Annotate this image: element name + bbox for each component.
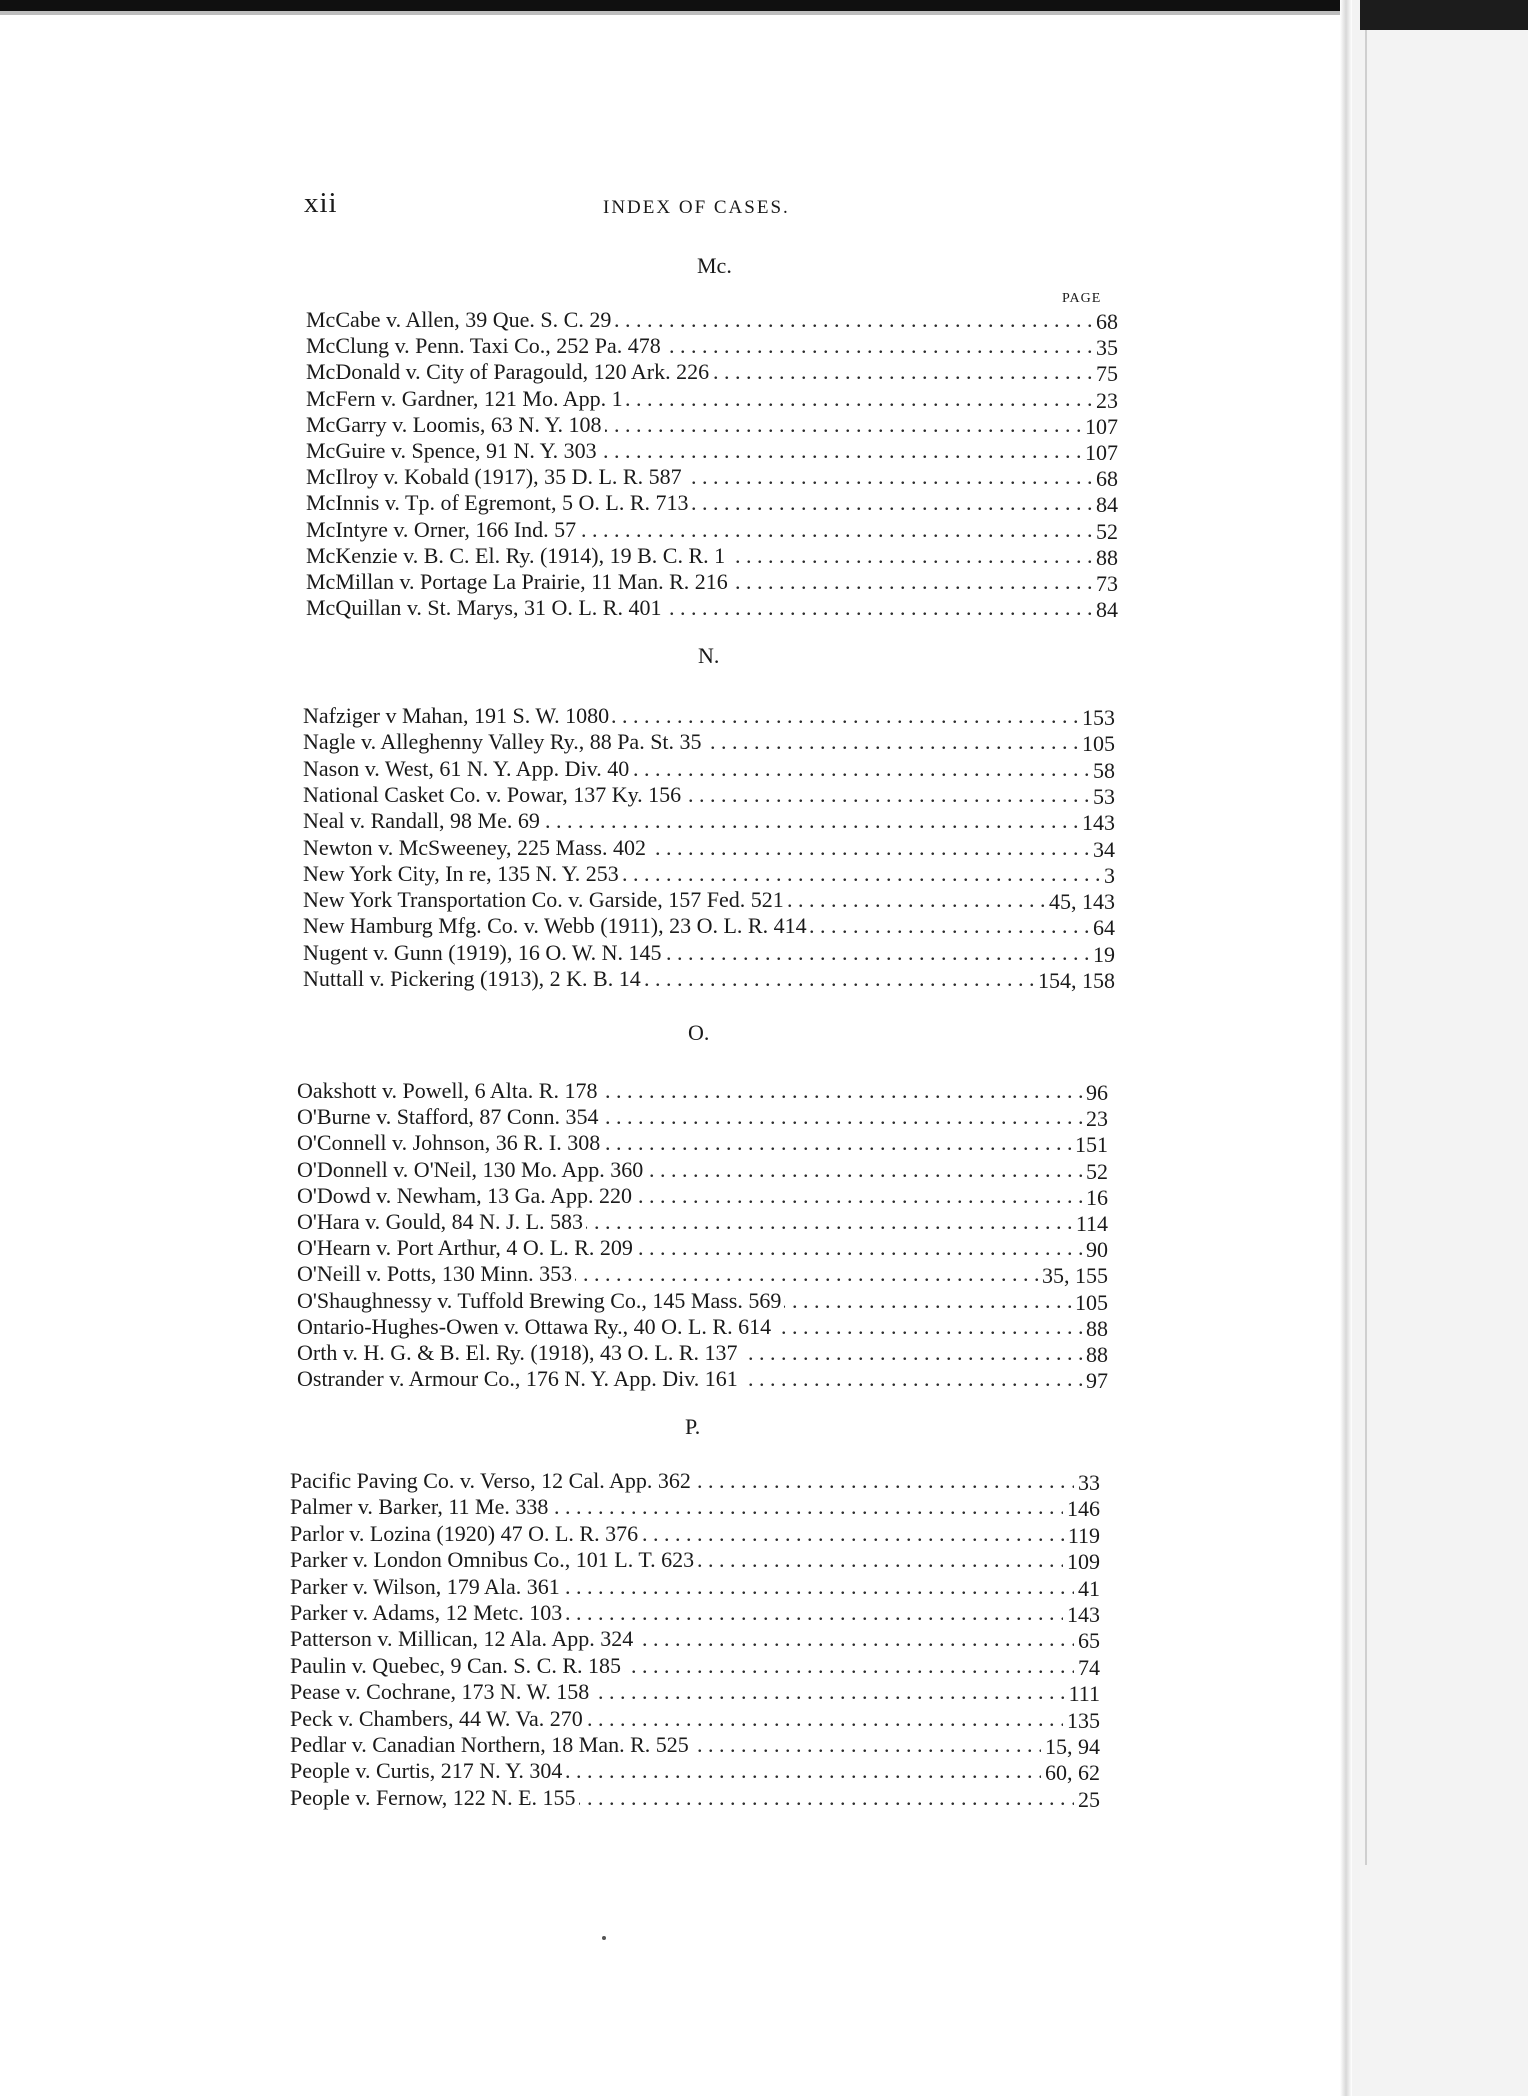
case-citation: Oakshott v. Powell, 6 Alta. R. 178 [297,1078,600,1104]
running-title: INDEX OF CASES. [603,197,790,218]
scan-top-edge-shadow [0,11,1528,15]
facing-page-edge [1352,0,1528,2096]
page-number: xii [304,187,338,219]
page-reference: 65 [1074,1628,1100,1654]
page-reference: 75 [1092,361,1118,387]
page-reference: 90 [1082,1237,1108,1263]
case-citation: O'Neill v. Potts, 130 Minn. 353 [297,1261,575,1287]
case-citation: Neal v. Randall, 98 Me. 69 [303,808,543,834]
page-reference: 58 [1089,758,1115,784]
case-citation: Paulin v. Quebec, 9 Can. S. C. R. 185 [290,1653,624,1679]
case-citation: O'Shaughnessy v. Tuffold Brewing Co., 145 Mass. 569 [297,1288,784,1314]
case-citation: Pease v. Cochrane, 173 N. W. 158 [290,1679,592,1705]
page-reference: 119 [1064,1523,1100,1549]
case-citation: New York City, In re, 135 N. Y. 253 [303,861,622,887]
page-reference: 105 [1078,731,1115,757]
page-reference: 154, 158 [1034,968,1115,994]
case-citation: O'Connell v. Johnson, 36 R. I. 308 [297,1130,603,1156]
case-citation: McIlroy v. Kobald (1917), 35 D. L. R. 587 [306,464,685,490]
case-citation: McKenzie v. B. C. El. Ry. (1914), 19 B. C. R. 1 [306,543,728,569]
case-citation: McMillan v. Portage La Prairie, 11 Man. R. 216 [306,569,731,595]
index-entry [306,595,1118,625]
page-reference: 114 [1072,1211,1108,1237]
case-citation: Patterson v. Millican, 12 Ala. App. 324 [290,1626,636,1652]
page-reference: 151 [1071,1132,1108,1158]
case-citation: Peck v. Chambers, 44 W. Va. 270 [290,1706,586,1732]
case-citation: Nason v. West, 61 N. Y. App. Div. 40 [303,756,632,782]
case-citation: O'Hara v. Gould, 84 N. J. L. 583 [297,1209,586,1235]
case-citation: New Hamburg Mfg. Co. v. Webb (1911), 23 O. L. R. 414 [303,913,810,939]
case-citation: Orth v. H. G. & B. El. Ry. (1918), 43 O. L. R. 137 [297,1340,741,1366]
page-reference: 35 [1092,335,1118,361]
page-reference: 52 [1092,519,1118,545]
page-reference: 153 [1078,705,1115,731]
page-reference: 135 [1063,1708,1100,1734]
section-heading: Mc. [697,253,732,278]
case-citation: People v. Fernow, 122 N. E. 155 [290,1785,579,1811]
page-reference: 143 [1078,810,1115,836]
page-reference: 34 [1089,837,1115,863]
page-reference: 41 [1074,1576,1100,1602]
page-reference: 107 [1081,440,1118,466]
case-citation: McIntyre v. Orner, 166 Ind. 57 [306,517,579,543]
page-reference: 84 [1092,492,1118,518]
case-citation: Ontario-Hughes-Owen v. Ottawa Ry., 40 O. L. R. 614 [297,1314,774,1340]
case-citation: McInnis v. Tp. of Egremont, 5 O. L. R. 713 [306,490,692,516]
page-reference: 84 [1092,597,1118,623]
case-citation: Nuttall v. Pickering (1913), 2 K. B. 14 [303,966,644,992]
page-fold-shadow [1340,0,1352,2096]
case-citation: Parker v. Wilson, 179 Ala. 361 [290,1574,563,1600]
scan-top-edge [0,0,1528,11]
case-citation: O'Donnell v. O'Neil, 130 Mo. App. 360 [297,1157,646,1183]
page-reference: 88 [1082,1316,1108,1342]
case-citation: Newton v. McSweeney, 225 Mass. 402 [303,835,649,861]
case-citation: O'Dowd v. Newham, 13 Ga. App. 220 [297,1183,635,1209]
case-citation: McQuillan v. St. Marys, 31 O. L. R. 401 [306,595,664,621]
case-citation: Parker v. Adams, 12 Metc. 103 [290,1600,565,1626]
page-reference: 53 [1089,784,1115,810]
page-reference: 52 [1082,1159,1108,1185]
page-reference: 96 [1082,1080,1108,1106]
page-reference: 109 [1063,1549,1100,1575]
page-column-label: PAGE [1062,291,1102,306]
section-heading: N. [698,643,720,668]
case-citation: Palmer v. Barker, 11 Me. 338 [290,1494,551,1520]
page-reference: 73 [1092,571,1118,597]
page-reference: 146 [1063,1496,1100,1522]
page-reference: 88 [1082,1342,1108,1368]
case-citation: Ostrander v. Armour Co., 176 N. Y. App. Div. 161 [297,1366,741,1392]
case-citation: People v. Curtis, 217 N. Y. 304 [290,1758,565,1784]
page-reference: 74 [1074,1655,1100,1681]
case-citation: McClung v. Penn. Taxi Co., 252 Pa. 478 [306,333,664,359]
index-entry [297,1366,1108,1396]
case-citation: McGuire v. Spence, 91 N. Y. 303 [306,438,600,464]
case-citation: O'Burne v. Stafford, 87 Conn. 354 [297,1104,602,1130]
page-reference: 68 [1092,309,1118,335]
page-reference: 25 [1074,1787,1100,1813]
case-citation: McCabe v. Allen, 39 Que. S. C. 29 [306,307,614,333]
page-reference: 3 [1100,863,1115,889]
page-reference: 45, 143 [1045,889,1115,915]
case-citation: Parker v. London Omnibus Co., 101 L. T. 623 [290,1547,697,1573]
case-citation: Nugent v. Gunn (1919), 16 O. W. N. 145 [303,940,665,966]
stray-mark [602,1936,606,1940]
case-citation: Nagle v. Alleghenny Valley Ry., 88 Pa. St. 35 [303,729,705,755]
page-reference: 16 [1082,1185,1108,1211]
page-reference: 143 [1063,1602,1100,1628]
page-reference: 97 [1082,1368,1108,1394]
page-reference: 111 [1065,1681,1100,1707]
page-reference: 23 [1082,1106,1108,1132]
page-reference: 15, 94 [1041,1734,1100,1760]
page-reference: 35, 155 [1038,1263,1108,1289]
case-citation: O'Hearn v. Port Arthur, 4 O. L. R. 209 [297,1235,636,1261]
page-reference: 64 [1089,915,1115,941]
case-citation: Parlor v. Lozina (1920) 47 O. L. R. 376 [290,1521,641,1547]
index-entry [303,966,1115,996]
page-reference: 33 [1074,1470,1100,1496]
page-reference: 107 [1081,414,1118,440]
case-citation: McGarry v. Loomis, 63 N. Y. 108 [306,412,605,438]
page-reference: 68 [1092,466,1118,492]
case-citation: New York Transportation Co. v. Garside, 157 Fed. 521 [303,887,787,913]
section-heading: O. [688,1020,710,1045]
page-reference: 23 [1092,388,1118,414]
case-citation: Nafziger v Mahan, 191 S. W. 1080 [303,703,612,729]
case-citation: Pacific Paving Co. v. Verso, 12 Cal. App. 362 [290,1468,694,1494]
scan-corner [1360,0,1528,30]
section-heading: P. [685,1414,701,1439]
case-citation: McFern v. Gardner, 121 Mo. App. 1 [306,386,626,412]
case-citation: Pedlar v. Canadian Northern, 18 Man. R. 525 [290,1732,692,1758]
page-reference: 60, 62 [1041,1760,1100,1786]
page-reference: 88 [1092,545,1118,571]
page-reference: 19 [1089,942,1115,968]
facing-page-line [1365,25,1367,1865]
index-entry [290,1785,1100,1815]
case-citation: National Casket Co. v. Powar, 137 Ky. 156 [303,782,684,808]
case-citation: McDonald v. City of Paragould, 120 Ark. 226 [306,359,712,385]
page-reference: 105 [1071,1290,1108,1316]
